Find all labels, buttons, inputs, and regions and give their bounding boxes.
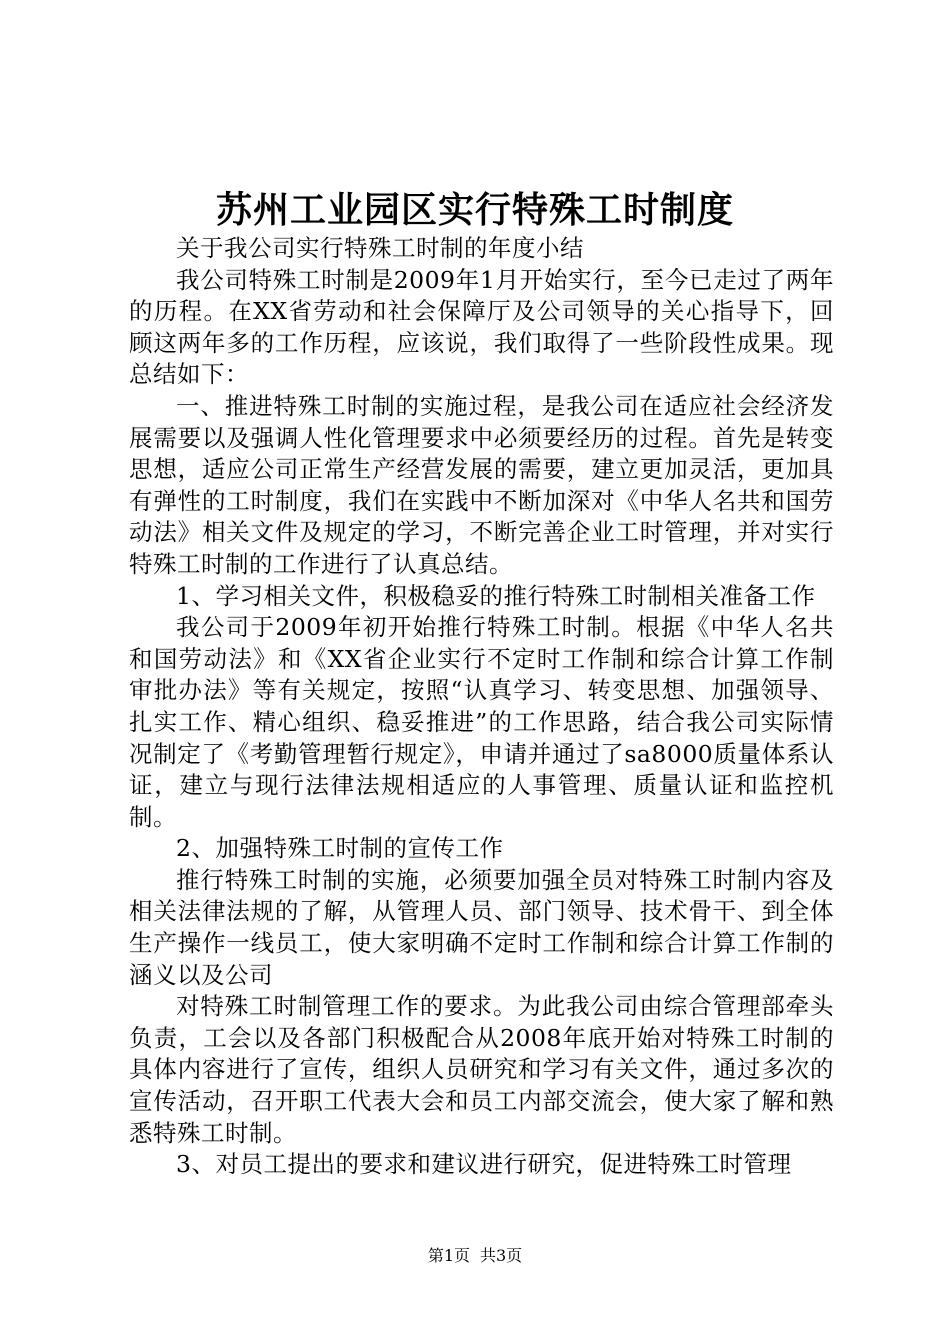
paragraph-body-2a: 推行特殊工时制的实施，必须要加强全员对特殊工时制内容及相关法律法规的了解，从管理人员、部门领导、技术骨干、到全体生产操作一线员工，使大家明确不定时工作制和综合计算工作制的涵义以及公司: [129, 865, 834, 989]
page-total: 共3页: [480, 1246, 523, 1265]
paragraph-body-2b: 对特殊工时制管理工作的要求。为此我公司由综合管理部牵头负责，工会以及各部门积极配合从2008年底开始对特殊工时制的具体内容进行了宣传，组织人员研究和学习有关文件，通过多次的宣传活动，召开职工代表大会和员工内部交流会，使大家了解和熟悉特殊工时制。: [129, 992, 834, 1147]
paragraph-heading-2: 2、加强特殊工时制的宣传工作: [176, 834, 504, 863]
paragraph-body-1: 我公司于2009年初开始推行特殊工时制。根据《中华人名共和国劳动法》和《XX省企业实行不定时工作制和综合计算工作制审批办法》等有关规定，按照“认真学习、转变思想、加强领导、扎实工作、精心组织、稳妥推进”的工作思路，结合我公司实际情况制定了《考勤管理暂行规定》，申请并通过了sa8000质量体系认证，建立与现行法律法规相适应的人事管理、质量认证和监控机制。: [129, 613, 834, 831]
document-body: [129, 233, 834, 1181]
paragraph-subtitle: 关于我公司实行特殊工时制的年度小结: [176, 234, 584, 262]
paragraph-heading-3: 3、对员工提出的要求和建议进行研究，促进特殊工时管理: [176, 1150, 792, 1179]
paragraph-section-one: 一、推进特殊工时制的实施过程，是我公司在适应社会经济发展需要以及强调人性化管理要求中必须要经历的过程。首先是转变思想，适应公司正常生产经营发展的需要，建立更加灵活，更加具有弹性的工时制度，我们在实践中不断加深对《中华人名共和国劳动法》相关文件及规定的学习，不断完善企业工时管理，并对实行特殊工时制的工作进行了认真总结。: [129, 391, 834, 578]
document-title: 苏州工业园区实行特殊工时制度: [215, 189, 734, 231]
paragraph-heading-1: 1、学习相关文件，积极稳妥的推行特殊工时制相关准备工作: [176, 581, 816, 610]
paragraph-intro: 我公司特殊工时制是2009年1月开始实行，至今已走过了两年的历程。在XX省劳动和社会保障厅及公司领导的关心指导下，回顾这两年多的工作历程，应该说，我们取得了一些阶段性成果。现总结如下：: [129, 265, 834, 389]
page-number: 第1页: [427, 1246, 470, 1265]
page-footer: [0, 1245, 950, 1267]
